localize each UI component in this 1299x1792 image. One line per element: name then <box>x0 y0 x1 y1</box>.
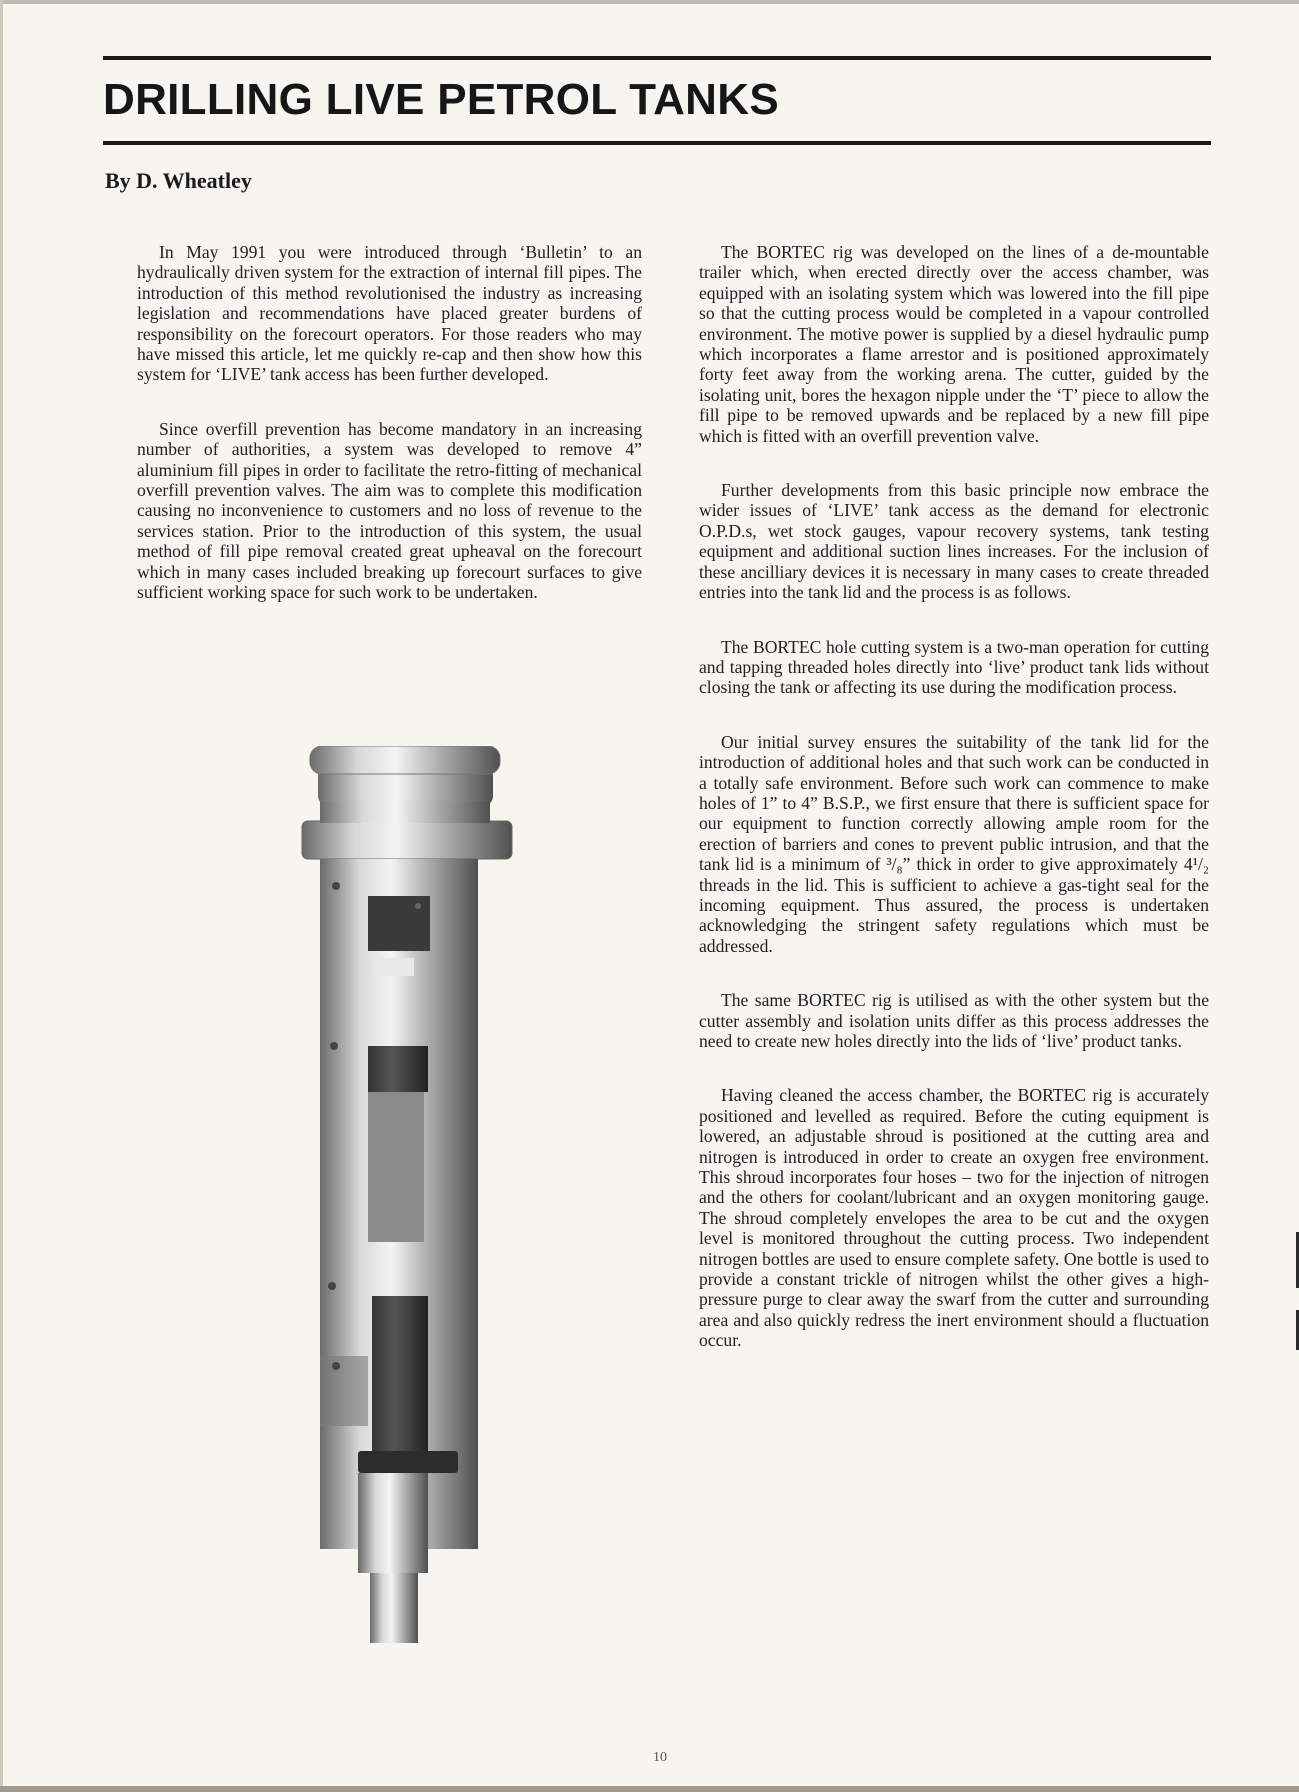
paragraph-spacer <box>699 1051 1209 1085</box>
scan-edge-top <box>0 0 1299 4</box>
article-title: DRILLING LIVE PETROL TANKS <box>103 75 779 124</box>
left-column <box>137 242 642 603</box>
paragraph-bortec-rig: The BORTEC rig was developed on the lines of a de-mountable trailer which, when erected directly over the access chamber, was equipped with an isolating system which was lowered into the fill pipe so that the cutting process would be completed in a vapour controlled environment. The motive power is supplied by a diesel hydraulic pump which incorporates a flame arrestor and is positioned approximately forty feet away from the working arena. The cutter, guided by the isolating unit, bores the hexagon nipple under the ‘T’ piece to allow the fill pipe to be removed upwards and be replaced by a new fill pipe which is fitted with an overfill prevention valve. <box>699 242 1209 446</box>
title-rule-bottom <box>103 141 1211 145</box>
title-rule-top <box>103 56 1211 60</box>
paragraph-hole-cutting-system: The BORTEC hole cutting system is a two-man operation for cutting and tapping threaded holes directly into ‘live’ product tank lids without closing the tank or affecting its use during the modification process. <box>699 636 1209 698</box>
paragraph-spacer <box>699 698 1209 732</box>
right-column <box>699 242 1209 1351</box>
paragraph-access-chamber: Having cleaned the access chamber, the BORTEC rig is accurately positioned and levelled as required. Before the cuting equipment is lowered, an adjustable shroud is positioned at the cutting area and nitrogen is introduced in order to create an oxygen free environment. This shroud incorporates four hoses – two for the injection of nitrogen and the others for coolant/lubricant and an oxygen monitoring gauge. The shroud completely envelopes the area to be cut and the oxygen level is monitored throughout the cutting process. Two independent nitrogen bottles are used to ensure complete safety. One bottle is used to provide a constant trickle of nitrogen whilst the other gives a high-pressure purge to clear away the swarf from the cutter and surrounding area and also quickly redress the inert environment should a fluctuation occur. <box>699 1085 1209 1351</box>
tool-illustration <box>298 746 523 1651</box>
paragraph-spacer <box>699 446 1209 480</box>
scan-edge-left <box>0 0 3 1792</box>
paragraph-initial-survey: Our initial survey ensures the suitability of the tank lid for the introduction of additional holes and that such work can be conducted in a totally safe environment. Before such work can commence to make holes of 1” to 4” B.S.P., we first ensure that there is sufficient space for our equipment to function correctly allowing ample room for the erection of barriers and cones to prevent public intrusion, and that the tank lid is a minimum of ³/₈” thick in order to give approximately 4¹/₂ threads in the lid. This is sufficient to achieve a gas-tight seal for the incoming equipment. Thus assured, the process is undertaken acknowledging the stringent safety regulations which must be addressed. <box>699 731 1209 956</box>
page-number: 10 <box>653 1750 667 1765</box>
paragraph-further-developments: Further developments from this basic principle now embrace the wider issues of ‘LIVE’ tank access as the demand for electronic O.P.D.s, wet stock gauges, vapour recovery systems, tank testing equipment and additional suction lines increases. For the inclusion of these ancilliary devices it is necessary in many cases to create threaded entries into the tank lid and the process is as follows. <box>699 480 1209 603</box>
paragraph-intro: In May 1991 you were introduced through ‘Bulletin’ to an hydraulically driven system for the extraction of internal fill pipes. The introduction of this method revolutionised the industry as increasing legislation and recommendations have placed greater burdens of responsibility on the forecourt operators. For those readers who may have missed this article, let me quickly re-cap and then show how this system for ‘LIVE’ tank access has been further developed. <box>137 242 642 385</box>
paragraph-spacer <box>699 603 1209 637</box>
fill-pipe-tool-photo <box>298 746 523 1651</box>
paragraph-spacer <box>699 956 1209 990</box>
paragraph-same-rig: The same BORTEC rig is utilised as with the other system but the cutter assembly and isolation units differ as this process addresses the need to create new holes directly into the lids of ‘live’ product tanks. <box>699 990 1209 1051</box>
scan-edge-bottom <box>0 1786 1299 1792</box>
article-byline: By D. Wheatley <box>105 168 252 193</box>
tool-head <box>302 746 512 859</box>
paragraph-overfill-prevention: Since overfill prevention has become mandatory in an increasing number of authorities, a system was developed to remove 4” aluminium fill pipes in order to facilitate the retro-fitting of mechanical overfill prevention valves. The aim was to complete this modification causing no inconvenience to customers and no loss of revenue to the services station. Prior to the introduction of this system, the usual method of fill pipe removal created great upheaval on the forecourt which in many cases included breaking up forecourt surfaces to give sufficient working space for such work to be undertaken. <box>137 418 642 603</box>
paragraph-spacer <box>137 385 642 419</box>
tool-body <box>320 859 478 1549</box>
